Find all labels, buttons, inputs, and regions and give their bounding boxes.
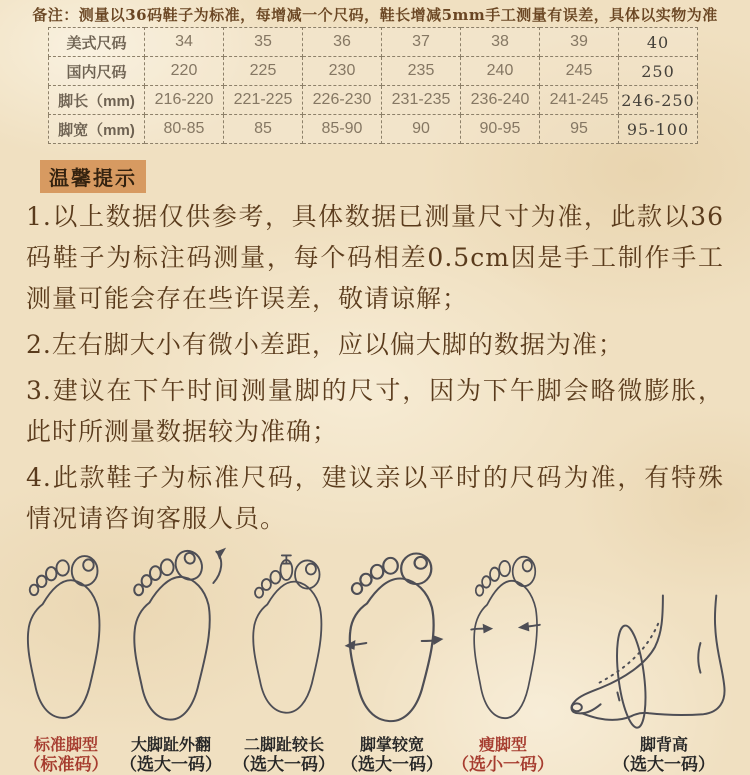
- note-text: 备注：测量以36码鞋子为标准，每增减一个尺码，鞋长增减5mm手工测量有误差，具体以实物为准: [32, 6, 718, 24]
- size-cell: 221-225: [224, 86, 303, 115]
- size-cell: 39: [540, 28, 619, 57]
- wide-foot-illustration: [340, 550, 450, 730]
- foot-type-advice: （选小一码）: [452, 755, 554, 774]
- foot-type-advice: （选大一码）: [341, 755, 443, 774]
- foot-type-name: 脚掌较宽: [359, 737, 424, 754]
- foot-type-advice: （选大一码）: [120, 755, 222, 774]
- measure-loop-icon: [612, 624, 650, 729]
- size-cell: 235: [382, 57, 461, 86]
- long-second-toe-foot-illustration: [240, 548, 340, 731]
- foot-type-advice: （选大一码）: [613, 755, 715, 774]
- foot-type-advice: （标准码）: [23, 755, 109, 774]
- foot-type-label: [10, 736, 122, 775]
- size-cell: 225: [224, 57, 303, 86]
- foot-type-name: 脚背高: [639, 737, 688, 754]
- tips-list: [26, 196, 724, 544]
- size-cell: 85-90: [303, 115, 382, 144]
- size-cell: 216-220: [145, 86, 224, 115]
- size-cell: 226-230: [303, 86, 382, 115]
- tip-item: 1.以上数据仅供参考，具体数据已测量尺寸为准，此款以36码鞋子为标注码测量，每个码相差0.5cm因是手工制作手工测量可能会存在些许误差，敬请谅解；: [26, 202, 724, 313]
- size-cell: 245: [540, 57, 619, 86]
- size-cell: 240: [461, 57, 540, 86]
- size-cell: 80-85: [145, 115, 224, 144]
- size-cell: 90-95: [461, 115, 540, 144]
- standard-foot-illustration: [14, 550, 119, 732]
- foot-type-name: 标准脚型: [33, 737, 98, 754]
- size-row-label: 美式尺码: [49, 28, 145, 57]
- size-cell: 236-240: [461, 86, 540, 115]
- foot-type-name: 二脚趾较长: [243, 737, 324, 754]
- arrowhead-icon: [518, 622, 529, 632]
- size-cell: 90: [382, 115, 461, 144]
- size-cell: 85: [224, 115, 303, 144]
- tip-item: 2.左右脚大小有微小差距，应以偏大脚的数据为准；: [26, 330, 624, 359]
- foot-type-label: [112, 736, 230, 775]
- size-cell: 95-100: [619, 115, 698, 144]
- foot-type-label: [600, 736, 728, 775]
- size-cell: 230: [303, 57, 382, 86]
- warm-tips-badge: 温馨提示: [40, 160, 146, 193]
- big-toe-outward-foot-illustration: [120, 545, 233, 731]
- size-cell: 246-250: [619, 86, 698, 115]
- arrowhead-icon: [433, 635, 444, 645]
- high-instep-foot-illustration: [560, 556, 748, 732]
- tip-item: 4.此款鞋子为标准尺码，建议亲以平时的尺码为准，有特殊情况请咨询客服人员。: [26, 463, 724, 533]
- size-cell: 220: [145, 57, 224, 86]
- foot-type-label: [444, 736, 562, 775]
- size-row-label: 国内尺码: [49, 57, 145, 86]
- size-cell: 37: [382, 28, 461, 57]
- size-table-row: [49, 115, 698, 144]
- foot-type-name: 瘦脚型: [478, 737, 527, 754]
- size-table-row: [49, 86, 698, 115]
- size-cell: 241-245: [540, 86, 619, 115]
- foot-type-name: 大脚趾外翻: [130, 737, 211, 754]
- size-cell: 95: [540, 115, 619, 144]
- size-table-row: [49, 57, 698, 86]
- ankle-crease-line: [698, 643, 700, 673]
- size-cell: 250: [619, 57, 698, 86]
- tip-item: 3.建议在下午时间测量脚的尺寸，因为下午脚会略微膨胀，此时所测量数据较为准确；: [26, 376, 724, 446]
- size-row-label: 脚宽（mm): [49, 115, 145, 144]
- size-cell: 38: [461, 28, 540, 57]
- arrowhead-icon: [483, 624, 493, 634]
- size-row-label: 脚长（mm): [49, 86, 145, 115]
- size-table: [48, 27, 698, 144]
- size-table-row: [49, 28, 698, 57]
- foot-type-label: [225, 736, 343, 775]
- foot-type-advice: （选大一码）: [233, 755, 335, 774]
- size-cell: 40: [619, 28, 698, 57]
- size-cell: 34: [145, 28, 224, 57]
- foot-type-label: [333, 736, 451, 775]
- size-cell: 36: [303, 28, 382, 57]
- size-cell: 231-235: [382, 86, 461, 115]
- size-cell: 35: [224, 28, 303, 57]
- narrow-foot-illustration: [456, 550, 556, 730]
